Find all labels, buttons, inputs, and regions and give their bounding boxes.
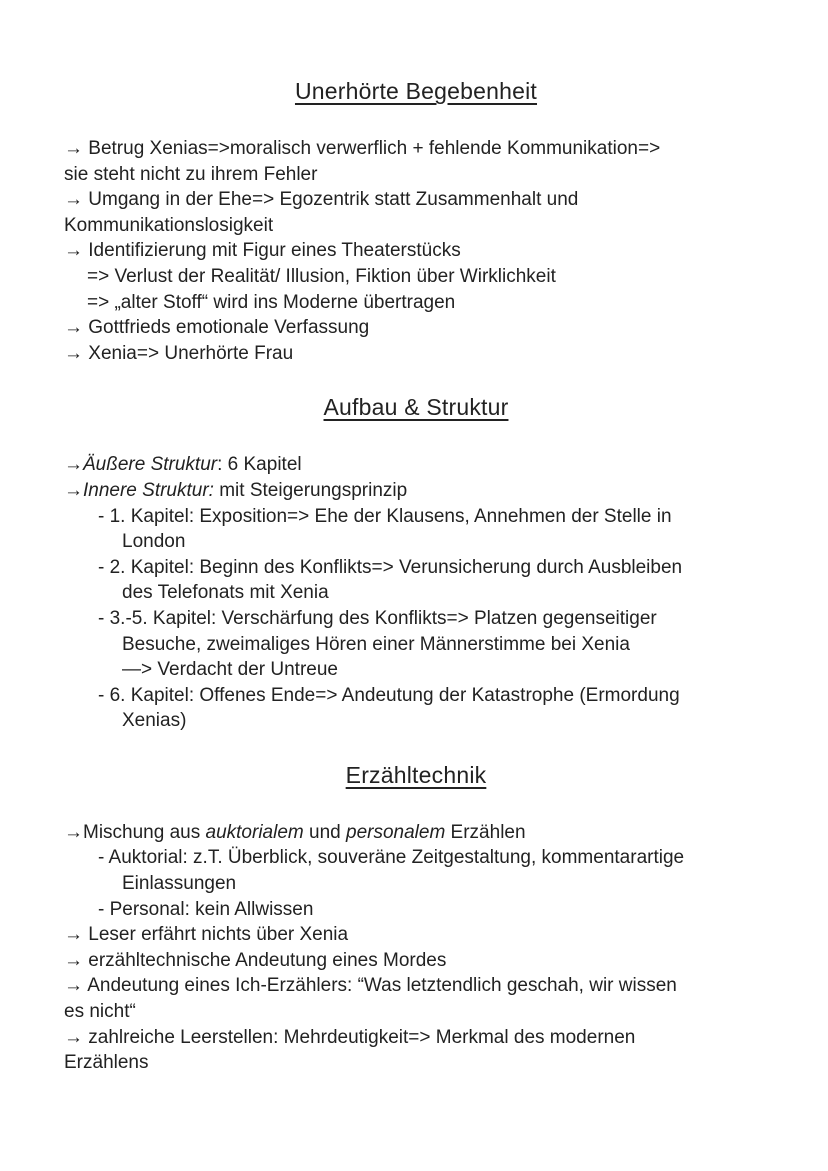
- text-line: [64, 452, 768, 478]
- text-line: [64, 948, 768, 974]
- text-line: [64, 922, 768, 948]
- text-line: [64, 1025, 768, 1051]
- section-body-aufbau-struktur: [64, 452, 768, 734]
- text-segment: - 1. Kapitel: Exposition=> Ehe der Klausens, Annehmen der Stelle in: [98, 505, 672, 527]
- text-segment: → Xenia=> Unerhörte Frau: [64, 342, 294, 364]
- text-line: [64, 341, 768, 367]
- text-segment: →: [64, 479, 83, 501]
- section-aufbau-struktur: [64, 392, 768, 734]
- text-line: [64, 555, 768, 581]
- section-body-erzaehltechnik: [64, 820, 768, 1076]
- text-line: [64, 871, 768, 897]
- text-segment: => „alter Stoff“ wird ins Moderne übertragen: [87, 291, 456, 313]
- text-line: [64, 1050, 768, 1076]
- text-segment: → Leser erfährt nichts über Xenia: [64, 924, 349, 946]
- text-line: [64, 606, 768, 632]
- text-line: [64, 820, 768, 846]
- text-line: [64, 683, 768, 709]
- text-line: [64, 264, 768, 290]
- section-title-unerhoerte-begebenheit: Unerhörte Begebenheit: [294, 78, 538, 104]
- text-segment: sie steht nicht zu ihrem Fehler: [64, 163, 318, 185]
- text-line: [64, 315, 768, 341]
- text-segment: - 2. Kapitel: Beginn des Konflikts=> Verunsicherung durch Ausbleiben: [98, 556, 683, 578]
- text-segment: →: [64, 454, 83, 476]
- text-segment: : 6 Kapitel: [217, 454, 302, 476]
- text-segment: → erzähltechnische Andeutung eines Mordes: [64, 949, 447, 971]
- text-segment: → Gottfrieds emotionale Verfassung: [64, 317, 370, 339]
- text-segment: London: [122, 531, 186, 553]
- text-segment: →Mischung aus: [64, 821, 206, 843]
- text-line: [64, 529, 768, 555]
- italic-text-segment: personalem: [346, 821, 446, 843]
- section-title-erzaehltechnik: Erzähltechnik: [345, 761, 487, 788]
- italic-text-segment: auktorialem: [205, 821, 304, 843]
- text-segment: - 3.-5. Kapitel: Verschärfung des Konflikts=> Platzen gegenseitiger: [98, 607, 657, 629]
- text-segment: → Identifizierung mit Figur eines Theaterstücks: [64, 240, 461, 262]
- text-line: [64, 973, 768, 999]
- italic-text-segment: Äußere Struktur: [83, 454, 218, 476]
- text-line: [64, 290, 768, 316]
- text-line: [64, 708, 768, 734]
- text-segment: Xenias): [122, 710, 187, 732]
- text-line: [64, 632, 768, 658]
- text-line: [64, 213, 768, 239]
- text-segment: Erzählen: [445, 821, 526, 843]
- section-title-aufbau-struktur: Aufbau & Struktur: [323, 394, 509, 421]
- text-segment: Einlassungen: [122, 873, 237, 895]
- italic-text-segment: Innere Struktur:: [83, 479, 214, 501]
- text-line: [64, 187, 768, 213]
- section-body-unerhoerte-begebenheit: [64, 136, 768, 366]
- text-line: [64, 136, 768, 162]
- text-line: [64, 162, 768, 188]
- text-line: [64, 657, 768, 683]
- text-segment: mit Steigerungsprinzip: [213, 479, 408, 501]
- text-segment: => Verlust der Realität/ Illusion, Fiktion über Wirklichkeit: [87, 265, 556, 287]
- section-erzaehltechnik: [64, 760, 768, 1076]
- text-segment: —> Verdacht der Untreue: [122, 659, 338, 681]
- text-segment: - Auktorial: z.T. Überblick, souveräne Zeitgestaltung, kommentarartige: [98, 847, 685, 869]
- text-segment: Kommunikationslosigkeit: [64, 214, 274, 236]
- text-segment: → zahlreiche Leerstellen: Mehrdeutigkeit=> Merkmal des modernen: [64, 1026, 636, 1048]
- text-segment: Erzählens: [64, 1052, 149, 1074]
- text-segment: Besuche, zweimaliges Hören einer Männerstimme bei Xenia: [122, 633, 630, 655]
- text-line: [64, 897, 768, 923]
- text-segment: es nicht“: [64, 1001, 136, 1023]
- text-line: [64, 580, 768, 606]
- text-segment: → Betrug Xenias=>moralisch verwerflich + fehlende Kommunikation=>: [64, 138, 661, 159]
- text-segment: → Andeutung eines Ich-Erzählers: “Was letztendlich geschah, wir wissen: [64, 975, 677, 997]
- text-segment: - 6. Kapitel: Offenes Ende=> Andeutung der Katastrophe (Ermordung: [98, 684, 680, 706]
- text-segment: - Personal: kein Allwissen: [98, 898, 314, 920]
- text-line: [64, 845, 768, 871]
- text-line: [64, 999, 768, 1025]
- text-line: [64, 478, 768, 504]
- text-segment: des Telefonats mit Xenia: [122, 582, 329, 604]
- text-segment: und: [303, 821, 346, 843]
- text-line: [64, 504, 768, 530]
- text-segment: → Umgang in der Ehe=> Egozentrik statt Zusammenhalt und: [64, 189, 579, 211]
- section-unerhoerte-begebenheit: [64, 76, 768, 366]
- text-line: [64, 238, 768, 264]
